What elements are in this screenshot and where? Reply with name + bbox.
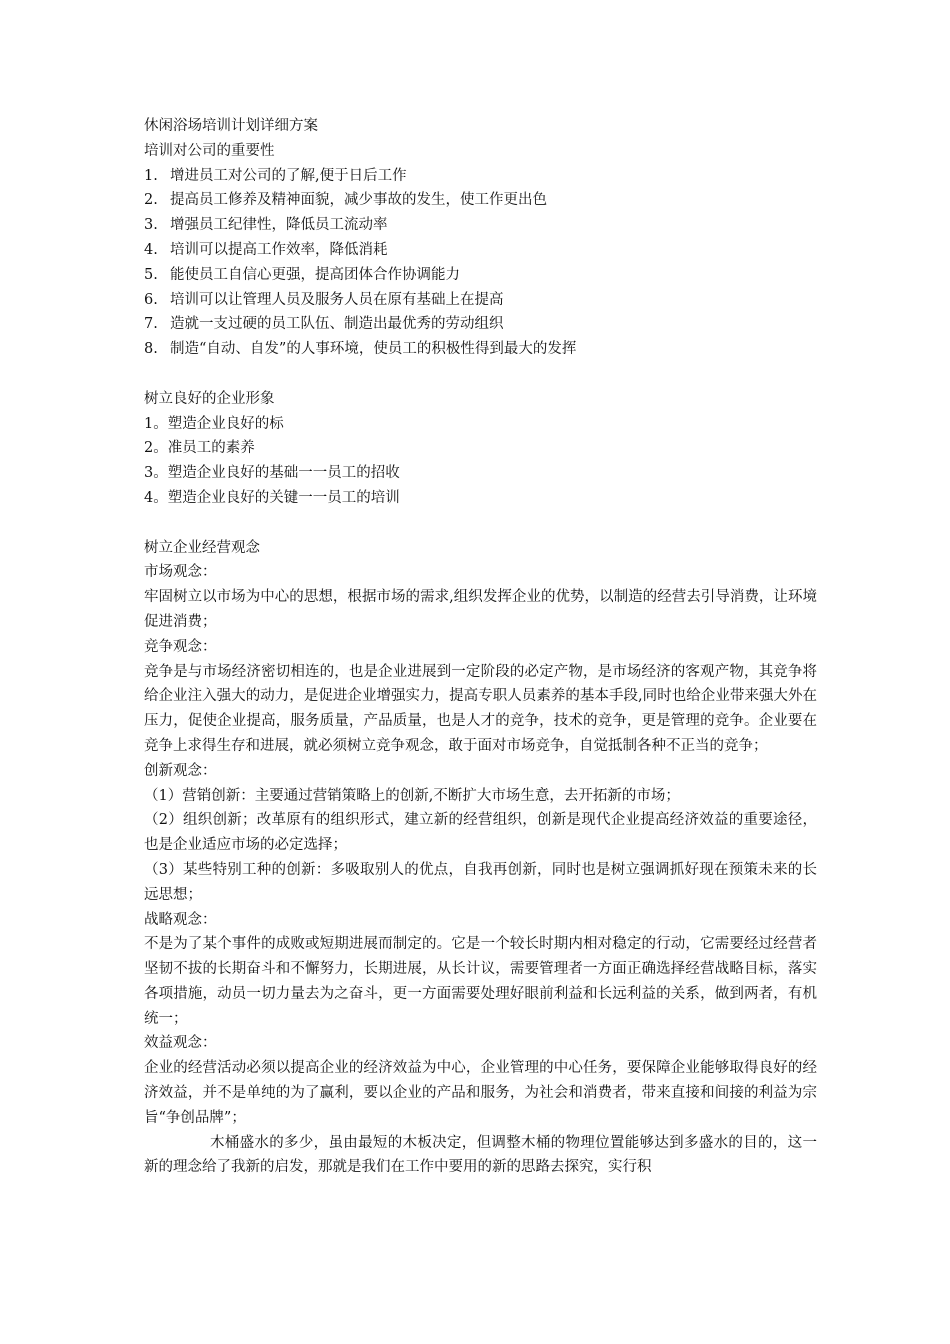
list-item: 4. 培训可以提高工作效率，降低消耗 <box>144 241 388 258</box>
list-item: 1. 增进员工对公司的了解,便于日后工作 <box>144 167 407 184</box>
innovation-item: （1）营销创新：主要通过营销策略上的创新,不断扩大市场生意，去开拓新的市场； <box>144 787 680 804</box>
list-item: 3. 增强员工纪律性，降低员工流动率 <box>144 217 388 234</box>
closing-paragraph: 木桶盛水的多少，虽由最短的木板决定，但调整木桶的物理位置能够达到多盛水的目的，这一新的理念给了我新的启发，那就是我们在工作中要用的新的思路去探究，实行积 <box>144 1134 817 1176</box>
strategy-paragraph: 不是为了某个事件的成败或短期进展而制定的。它是一个较长时期内相对稳定的行动，它需要经过经营者坚韧不拔的长期奋斗和不懈努力，长期进展，从长计议，需要管理者一方面正确选择经营战略目标，落实各项措施，动员一切力量去为之奋斗，更一方面需要处理好眼前利益和长远利益的关系，做到两者，有机统一； <box>144 936 817 1027</box>
innovation-label: 创新观念： <box>144 762 217 779</box>
competition-label: 竞争观念： <box>144 638 217 655</box>
innovation-item: （3）某些特别工种的创新：多吸取别人的优点，自我再创新，同时也是树立强调抓好现在预策未来的长远思想； <box>144 861 817 903</box>
list-item: 4。塑造企业良好的关键一一员工的培训 <box>144 489 400 506</box>
image-list <box>144 412 817 511</box>
list-item: 6. 培训可以让管理人员及服务人员在原有基础上在提高 <box>144 291 504 308</box>
list-item: 2。准员工的素养 <box>144 440 255 457</box>
list-item: 7. 造就一支过硬的员工队伍、制造出最优秀的劳动组织 <box>144 316 504 333</box>
image-heading: 树立良好的企业形象 <box>144 390 275 407</box>
list-item: 2. 提高员工修养及精神面貌，减少事故的发生，使工作更出色 <box>144 192 547 209</box>
innovation-item: （2）组织创新；改革原有的组织形式，建立新的经营组织，创新是现代企业提高经济效益的重要途径，也是企业适应市场的必定选择； <box>144 812 817 854</box>
document-page <box>144 114 817 1180</box>
list-item: 5. 能使员工自信心更强，提高团体合作协调能力 <box>144 266 460 283</box>
importance-list <box>144 164 817 362</box>
strategy-label: 战略观念： <box>144 911 217 928</box>
document-title: 休闲浴场培训计划详细方案 <box>144 118 318 134</box>
benefit-paragraph: 企业的经营活动必须以提高企业的经济效益为中心，企业管理的中心任务，要保障企业能够取得良好的经济效益，并不是单纯的为了赢利，要以企业的产品和服务，为社会和消费者，带来直接和间接的利益为宗旨“争创品牌”； <box>144 1060 817 1126</box>
spacer <box>144 362 817 387</box>
market-paragraph: 牢固树立以市场为中心的思想，根据市场的需求,组织发挥企业的优势，以制造的经营去引导消费，让环境促进消费； <box>144 589 817 630</box>
list-item: 3。塑造企业良好的基础一一员工的招收 <box>144 465 400 482</box>
importance-heading: 培训对公司的重要性 <box>144 142 275 159</box>
benefit-label: 效益观念： <box>144 1035 217 1052</box>
competition-paragraph: 竞争是与市场经济密切相连的，也是企业进展到一定阶段的必定产物，是市场经济的客观产物，其竞争将给企业注入强大的动力，是促进企业增强实力，提高专职人员素养的基本手段,同时也给企业带来强大外在压力，促使企业提高，服务质量，产品质量，也是人才的竞争，技术的竞争，更是管理的竞争。企业要在竞争上求得生存和进展，就必须树立竞争观念，敢于面对市场竞争，自觉抵制各种不正当的竞争； <box>144 663 817 754</box>
list-item: 8. 制造“自动、自发”的人事环境，使员工的积极性得到最大的发挥 <box>144 341 577 358</box>
concepts-heading: 树立企业经营观念 <box>144 539 260 556</box>
list-item: 1。塑造企业良好的标 <box>144 415 284 432</box>
market-label: 市场观念： <box>144 564 217 581</box>
spacer <box>144 511 817 536</box>
